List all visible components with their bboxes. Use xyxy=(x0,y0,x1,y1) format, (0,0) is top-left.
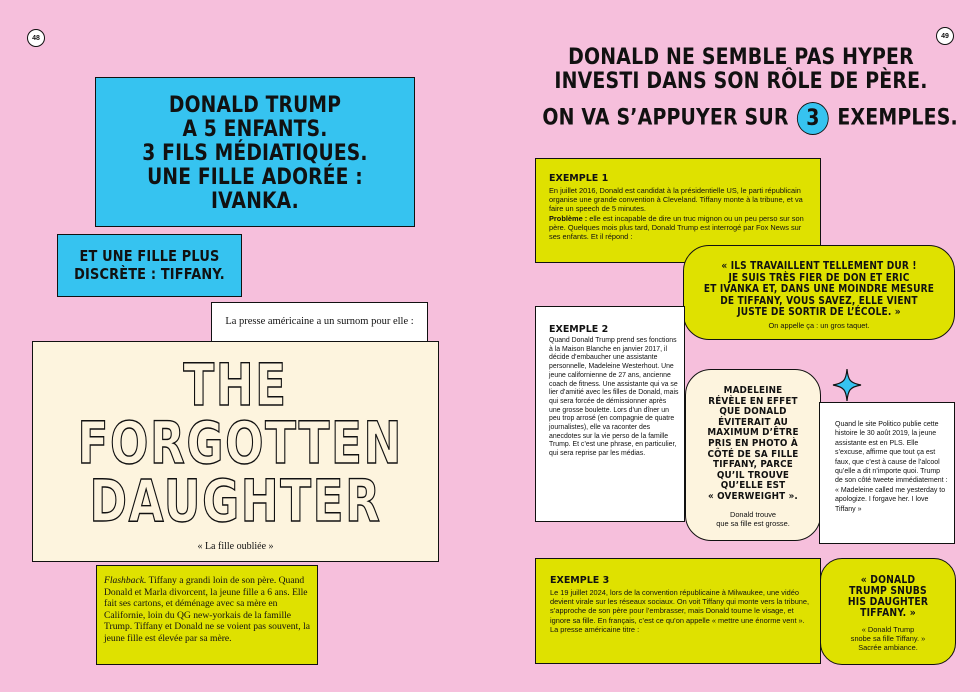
quote-1-line: JE SUIS TRÈS FIER DE DON ET ERIC xyxy=(728,271,910,284)
example-3-text: Le 19 juillet 2024, lors de la convention républicaine à Milwaukee, une vidéo devient virale sur les réseaux sociaux. On voit Tiffany qui monte vers la tribune, s’approche de son père pour l’embrasser, mais Donald tourne le visage, et ignore sa fille. En français, c’est ce qu’on appelle « mettre une énorme vent ». La presse américaine titre : xyxy=(550,588,810,634)
madeleine-line: QUE DONALD xyxy=(719,406,787,418)
title-line3-after: EXEMPLES. xyxy=(837,105,958,131)
subhead-line: DISCRÈTE : TIFFANY. xyxy=(74,265,225,283)
example-1-text xyxy=(549,186,811,241)
page-number-left: 48 xyxy=(27,29,45,47)
snub-line: « DONALD xyxy=(860,574,916,586)
headline-box xyxy=(95,77,415,227)
madeleine-line: PRIS EN PHOTO À xyxy=(708,437,798,449)
number-badge: 3 xyxy=(797,102,829,135)
press-intro: La presse américaine a un surnom pour elle : xyxy=(225,316,414,327)
quote-1-line: DE TIFFANY, VOUS SAVEZ, ELLE VIENT xyxy=(720,294,918,307)
right-title-line: INVESTI DANS SON RÔLE DE PÈRE. xyxy=(554,69,928,94)
madeleine-quote xyxy=(694,386,812,503)
quote-1-note: On appelle ça : un gros taquet. xyxy=(768,321,870,330)
madeleine-line: MADELEINE xyxy=(723,385,783,396)
title-line3-before: ON VA S’APPUYER SUR xyxy=(542,105,789,131)
headline-line: A 5 ENFANTS. xyxy=(182,117,328,142)
madeleine-line: « OVERWEIGHT ». xyxy=(708,490,798,502)
headline-line: 3 FILS MÉDIATIQUES. xyxy=(142,141,368,166)
madeleine-line: ÉVITERAIT AU xyxy=(718,416,788,428)
example-2-text: Quand Donald Trump prend ses fonctions à la Maison Blanche en janvier 2017, il décide d’embaucher une assistante personnelle, Madeleine Westerhout. Une jeune californienne de 27 ans, ancienne coach de fitness. Une assistante qui va se lier d’amitié avec les filles de Donald, mais qui sera forcée de démissionner après une grosse boulette. Lors d’un dîner un peu trop arrosé (en compagnie de quatre journalistes), elle va raconter des anecdotes sur la vie perso de la famille Trump. Et c’est une phrase, en particulier, qui sera reprise par les médias. xyxy=(549,337,679,458)
politico-text: Quand le site Politico publie cette histoire le 30 août 2019, la jeune assistante est en PLS. Elle s’excuse, affirme que tout ça est faux, que c’est à cause de l’alcool qu’elle a dit n’importe quoi. Trump de son côté tweete immédiatement : « Madeleine called me yesterday to apologize. I forgave her. I love Tiffany » xyxy=(835,421,948,513)
subhead-line: ET UNE FILLE PLUS xyxy=(79,247,220,265)
nickname-line: DAUGHTER xyxy=(89,467,382,535)
example-3-box xyxy=(535,558,821,664)
madeleine-note xyxy=(686,510,820,528)
example-2-label: EXEMPLE 2 xyxy=(549,324,609,335)
flashback-label: Flashback. xyxy=(104,575,147,586)
madeleine-line: RÉVÈLE EN EFFET xyxy=(708,395,798,407)
madeleine-line: QU’ELLE EST xyxy=(720,480,786,492)
headline-line: DONALD TRUMP xyxy=(168,93,342,118)
subhead xyxy=(71,247,228,283)
nickname-translation: « La fille oubliée » xyxy=(197,541,274,552)
quote-1-line: « ILS TRAVAILLENT TELLEMENT DUR ! xyxy=(721,260,917,272)
snub-note xyxy=(821,625,955,653)
madeleine-note-line: que sa fille est grosse. xyxy=(716,519,790,529)
flashback-body: Tiffany a grandi loin de son père. Quand Donald et Marla divorcent, la jeune fille a 6 ans. Elle fait ses cartons, et déménage avec sa mère en Californie, loin du QG new-yorkais de la famille Trump. Tiffany et Donald ne se voient pas souvent, la jeune fille est élevée par sa mère. xyxy=(104,575,310,644)
snub-line: TIFFANY. » xyxy=(860,607,916,619)
nickname-box xyxy=(32,341,439,562)
right-title-line: DONALD NE SEMBLE PAS HYPER xyxy=(568,45,914,70)
problem-label: Problème : xyxy=(549,213,588,223)
madeleine-line: TIFFANY, PARCE xyxy=(713,459,793,471)
snub-note-line: snobe sa fille Tiffany. » xyxy=(850,634,926,644)
quote-1 xyxy=(703,261,935,319)
madeleine-line: MAXIMUM D’ÊTRE xyxy=(707,427,799,439)
madeleine-note-line: Donald trouve xyxy=(729,510,776,519)
page-number-right: 49 xyxy=(936,27,954,45)
nickname-line: THE xyxy=(183,351,288,419)
snub-bubble xyxy=(820,558,956,665)
snub-note-line: Sacrée ambiance. xyxy=(858,643,918,653)
snub-line: TRUMP SNUBS xyxy=(849,585,927,597)
headline xyxy=(120,94,390,214)
flashback-box xyxy=(96,565,318,665)
example-2-box xyxy=(535,306,685,522)
example-1-text-a: En juillet 2016, Donald est candidat à la présidentielle US, le parti républicain organise une grande convention à Cleveland. Tiffany monte à la tribune, et va faire un speech de 5 minutes. xyxy=(549,186,803,214)
nickname xyxy=(77,351,403,535)
example-1-label: EXEMPLE 1 xyxy=(549,173,609,184)
subhead-box xyxy=(57,234,242,297)
quote-1-line: ET IVANKA ET, DANS UNE MOINDRE MESURE xyxy=(703,283,935,295)
politico-box xyxy=(819,402,955,544)
madeleine-line: CÔTÉ DE SA FILLE xyxy=(707,448,799,460)
press-intro-box xyxy=(211,302,428,343)
madeleine-bubble xyxy=(685,369,821,541)
snub-quote xyxy=(829,575,947,619)
nickname-line: FORGOTTEN xyxy=(77,409,403,477)
headline-line: UNE FILLE ADORÉE : xyxy=(147,165,363,190)
headline-line: IVANKA. xyxy=(211,189,299,214)
quote-1-bubble xyxy=(683,245,955,340)
right-title xyxy=(542,45,958,135)
example-3-label: EXEMPLE 3 xyxy=(550,575,610,586)
example-1-text-b: elle est incapable de dire un truc mignon ou un peu perso sur son père. Quelques mois plus tard, Donald Trump est interrogé par Fox News sur ses enfants. Et il répond : xyxy=(549,213,804,242)
flashback-text xyxy=(104,575,314,645)
right-title-line3 xyxy=(542,102,958,135)
quote-1-line: JUSTE DE SORTIR DE L’ÉCOLE. » xyxy=(737,306,901,318)
sparkle-star-icon xyxy=(832,368,862,402)
madeleine-line: QU’IL TROUVE xyxy=(716,469,790,481)
snub-note-line: « Donald Trump xyxy=(861,625,915,634)
snub-line: HIS DAUGHTER xyxy=(847,596,929,608)
